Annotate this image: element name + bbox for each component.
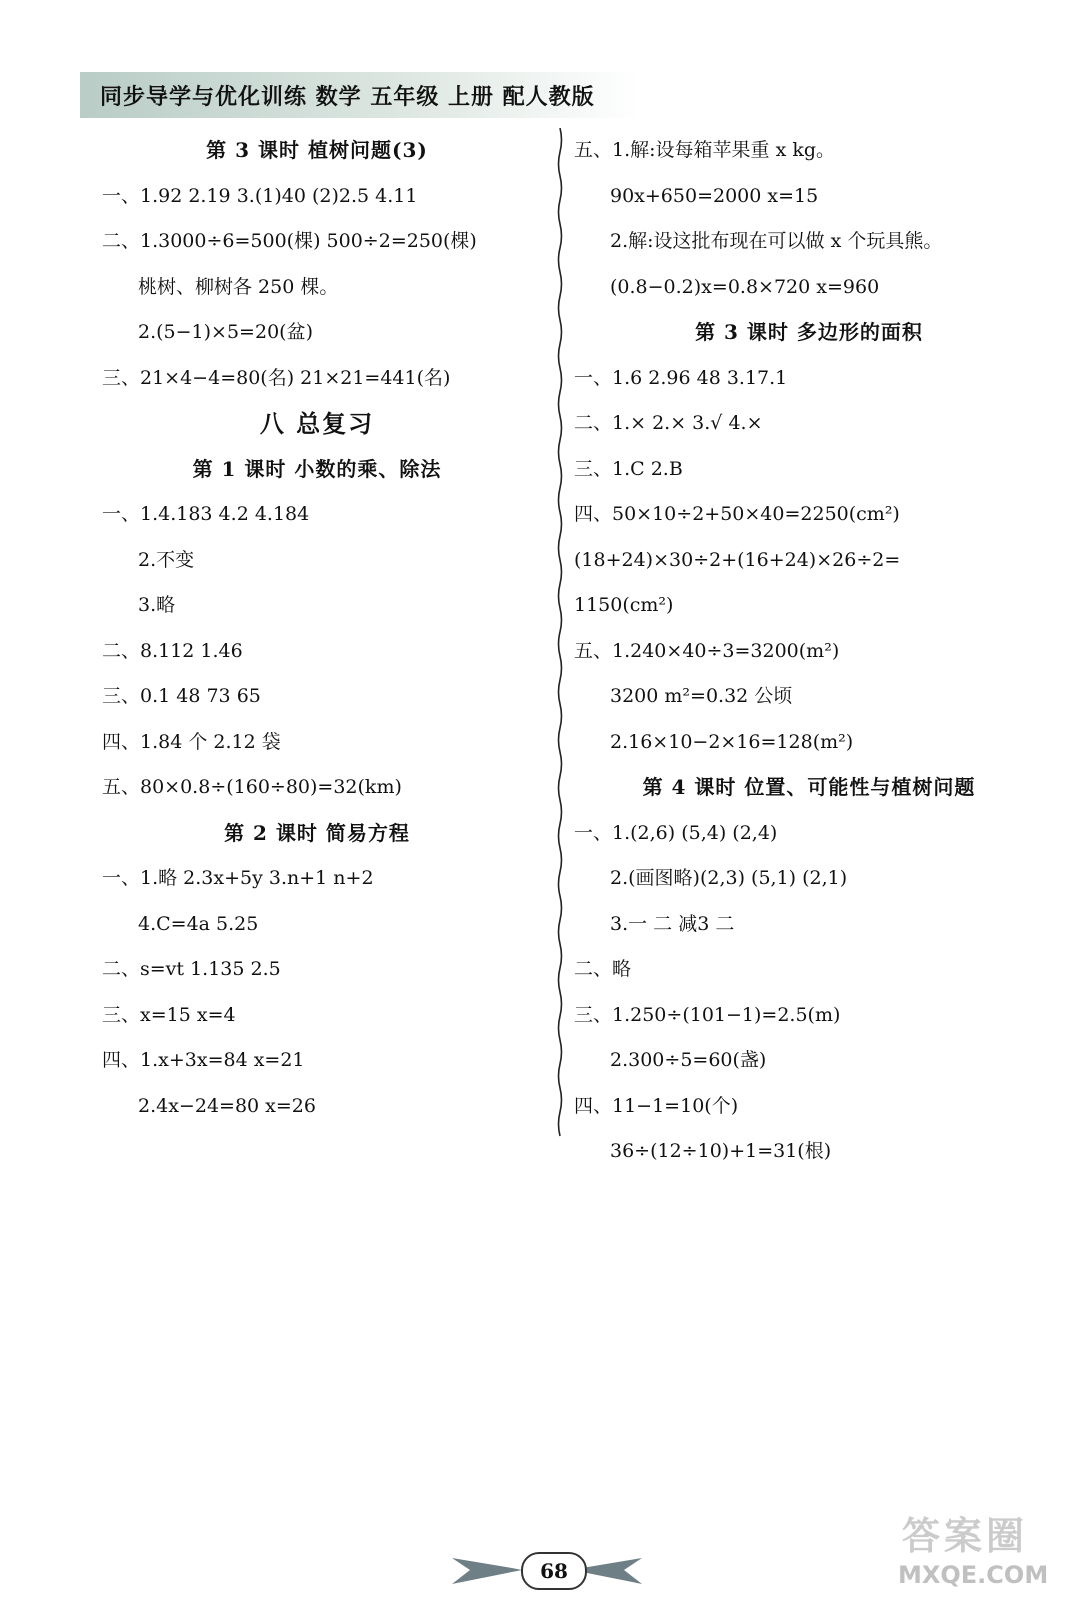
right-answer-line: (0.8−0.2)x=0.8×720 x=960	[610, 275, 880, 298]
right-answer-line: 90x+650=2000 x=15	[610, 184, 819, 207]
right-answer-line: 3.一 二 减3 二	[610, 912, 735, 935]
watermark	[890, 1505, 1080, 1595]
left-section-heading: 第 3 课时 植树问题(3)	[206, 138, 428, 162]
left-answer-line: 2.不变	[138, 548, 195, 571]
right-answer-line: 五、1.解:设每箱苹果重 x kg。	[574, 139, 836, 161]
right-answer-column	[574, 128, 1044, 1175]
right-answer-line: 一、1.6 2.96 48 3.17.1	[574, 366, 788, 389]
left-answer-line: 二、1.3000÷6=500(棵) 500÷2=250(棵)	[102, 230, 477, 252]
page-number: 68	[521, 1552, 587, 1590]
right-answer-line: 2.300÷5=60(盏)	[610, 1049, 767, 1071]
left-answer-line: 二、8.112 1.46	[102, 639, 243, 662]
left-answer-line: 五、80×0.8÷(160÷80)=32(km)	[102, 776, 402, 798]
right-answer-line: (18+24)×30÷2+(16+24)×26÷2=	[574, 548, 901, 571]
left-section-heading: 第 2 课时 简易方程	[224, 820, 410, 845]
left-answer-line: 桃树、柳树各 250 棵。	[138, 275, 339, 298]
column-divider	[556, 128, 564, 1138]
left-answer-column	[102, 128, 532, 1129]
right-section-heading: 第 4 课时 位置、可能性与植树问题	[642, 775, 976, 799]
right-answer-line: 一、1.(2,6) (5,4) (2,4)	[574, 821, 778, 844]
right-answer-line: 二、略	[574, 958, 632, 980]
left-answer-line: 2.(5−1)×5=20(盆)	[138, 321, 313, 343]
left-answer-line: 一、1.92 2.19 3.(1)40 (2)2.5 4.11	[102, 184, 418, 207]
right-answer-line: 二、1.× 2.× 3.√ 4.×	[574, 412, 763, 434]
left-answer-line: 三、x=15 x=4	[102, 1003, 236, 1026]
left-section-heading: 八 总复习	[259, 409, 375, 438]
right-answer-line: 三、1.250÷(101−1)=2.5(m)	[574, 1003, 841, 1026]
right-answer-line: 3200 m²=0.32 公顷	[610, 685, 793, 707]
right-section-heading: 第 3 课时 多边形的面积	[695, 320, 923, 344]
left-answer-line: 一、1.4.183 4.2 4.184	[102, 503, 310, 525]
right-answer-line: 2.(画图略)(2,3) (5,1) (2,1)	[610, 867, 848, 889]
right-answer-line: 四、50×10÷2+50×40=2250(cm²)	[574, 503, 900, 525]
running-header	[80, 72, 640, 118]
book-title: 同步导学与优化训练 数学 五年级 上册 配人教版	[100, 85, 595, 110]
left-answer-line: 三、0.1 48 73 65	[102, 685, 261, 707]
right-answer-line: 四、11−1=10(个)	[574, 1094, 739, 1117]
left-answer-line: 2.4x−24=80 x=26	[138, 1094, 316, 1117]
left-answer-line: 4.C=4a 5.25	[138, 912, 259, 935]
watermark-url: MXQE.COM	[898, 1561, 1049, 1589]
right-answer-line: 2.16×10−2×16=128(m²)	[610, 730, 854, 753]
right-answer-line: 36÷(12÷10)+1=31(根)	[610, 1140, 832, 1162]
left-answer-line: 3.略	[138, 594, 176, 616]
left-section-heading: 第 1 课时 小数的乘、除法	[192, 456, 442, 481]
left-answer-line: 四、1.84 个 2.12 袋	[102, 730, 281, 753]
right-answer-line: 三、1.C 2.B	[574, 457, 683, 480]
left-answer-line: 一、1.略 2.3x+5y 3.n+1 n+2	[102, 867, 374, 889]
watermark-logo-text: 答案圈	[902, 1514, 1029, 1558]
right-answer-line: 五、1.240×40÷3=3200(m²)	[574, 639, 840, 662]
right-answer-line: 1150(cm²)	[574, 594, 674, 616]
left-answer-line: 二、s=vt 1.135 2.5	[102, 958, 281, 980]
right-answer-line: 2.解:设这批布现在可以做 x 个玩具熊。	[610, 230, 943, 252]
left-answer-line: 四、1.x+3x=84 x=21	[102, 1049, 305, 1071]
left-answer-line: 三、21×4−4=80(名) 21×21=441(名)	[102, 366, 451, 389]
